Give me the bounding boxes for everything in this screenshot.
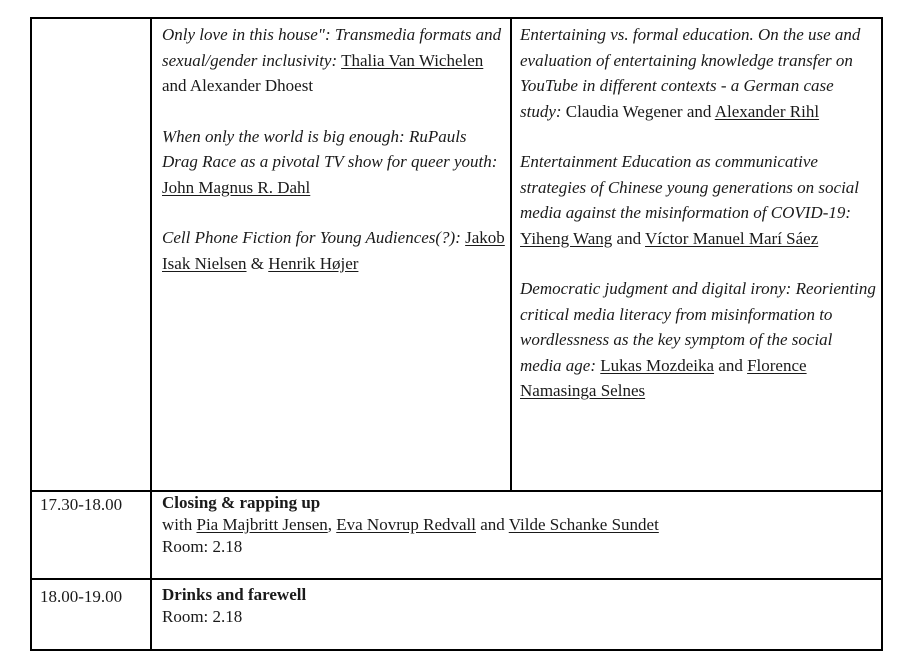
session-column-left	[162, 22, 506, 276]
paper-entry	[520, 276, 876, 404]
paper-entry	[162, 124, 506, 201]
session-hosts	[162, 514, 872, 536]
author-link[interactable]: John Magnus R. Dahl	[162, 177, 311, 197]
author-separator: &	[250, 253, 264, 273]
paper-entry	[520, 149, 876, 251]
time-slot: 18.00-19.00	[40, 587, 123, 606]
row-divider	[30, 578, 883, 580]
table-border-bottom	[30, 649, 883, 651]
host-link[interactable]: Pia Majbritt Jensen	[196, 515, 328, 534]
host-link[interactable]: Eva Novrup Redvall	[336, 515, 476, 534]
author-name: Claudia Wegener	[565, 101, 683, 121]
host-separator: ,	[327, 515, 332, 534]
room-label: Room: 2.18	[162, 537, 243, 556]
author-separator: and	[616, 228, 642, 248]
column-divider	[150, 17, 152, 651]
paper-entry	[520, 22, 876, 124]
author-link[interactable]: Víctor Manuel Marí Sáez	[645, 228, 819, 248]
session-title: Drinks and farewell	[162, 585, 307, 604]
author-link[interactable]: Lukas Mozdeika	[600, 355, 715, 375]
author-name: Alexander Dhoest	[189, 76, 314, 95]
paper-title: When only the world is big enough: RuPauls Drag Race as a pivotal TV show for queer youth:	[162, 126, 498, 171]
author-link[interactable]: Yiheng Wang	[520, 228, 613, 248]
author-link[interactable]: Florence Namasinga Selnes	[520, 355, 807, 400]
paper-title: Entertaining vs. formal education. On the use and evaluation of entertaining knowledge transfer on YouTube in different contexts - a German case study:	[520, 25, 861, 121]
session-title: Closing & rapping up	[162, 493, 321, 512]
paper-title: Democratic judgment and digital irony: Reorienting critical media literacy from misinformation to wordlessness as the key symptom of the social media age:	[520, 279, 876, 375]
paper-title: Entertainment Education as communicative strategies of Chinese young generations on social media against the misinformation of COVID-19:	[520, 152, 860, 222]
time-slot: 17.30-18.00	[40, 495, 123, 514]
author-link[interactable]: Thalia Van Wichelen	[341, 50, 484, 70]
farewell-session	[162, 584, 872, 628]
author-separator: and	[686, 101, 712, 121]
table-border-top	[30, 17, 883, 19]
session-column-divider	[510, 17, 512, 491]
paper-entry	[162, 22, 506, 99]
room-label: Room: 2.18	[162, 607, 243, 626]
author-separator: and	[162, 76, 187, 95]
author-link[interactable]: Henrik Højer	[268, 253, 359, 273]
table-border-left	[30, 17, 32, 651]
author-link[interactable]: Jakob Isak Nielsen	[162, 228, 505, 273]
paper-title: Cell Phone Fiction for Young Audiences(?):	[162, 228, 461, 247]
host-separator: and	[480, 515, 505, 534]
session-column-right	[520, 22, 876, 404]
table-border-right	[881, 17, 883, 651]
author-link[interactable]: Alexander Rihl	[714, 101, 820, 121]
host-link[interactable]: Vilde Schanke Sundet	[508, 515, 659, 534]
paper-title: Only love in this house": Transmedia formats and sexual/gender inclusivity:	[162, 25, 502, 70]
paper-entry	[162, 225, 506, 276]
closing-session	[162, 492, 872, 558]
author-separator: and	[718, 355, 743, 375]
with-label: with	[162, 515, 193, 534]
